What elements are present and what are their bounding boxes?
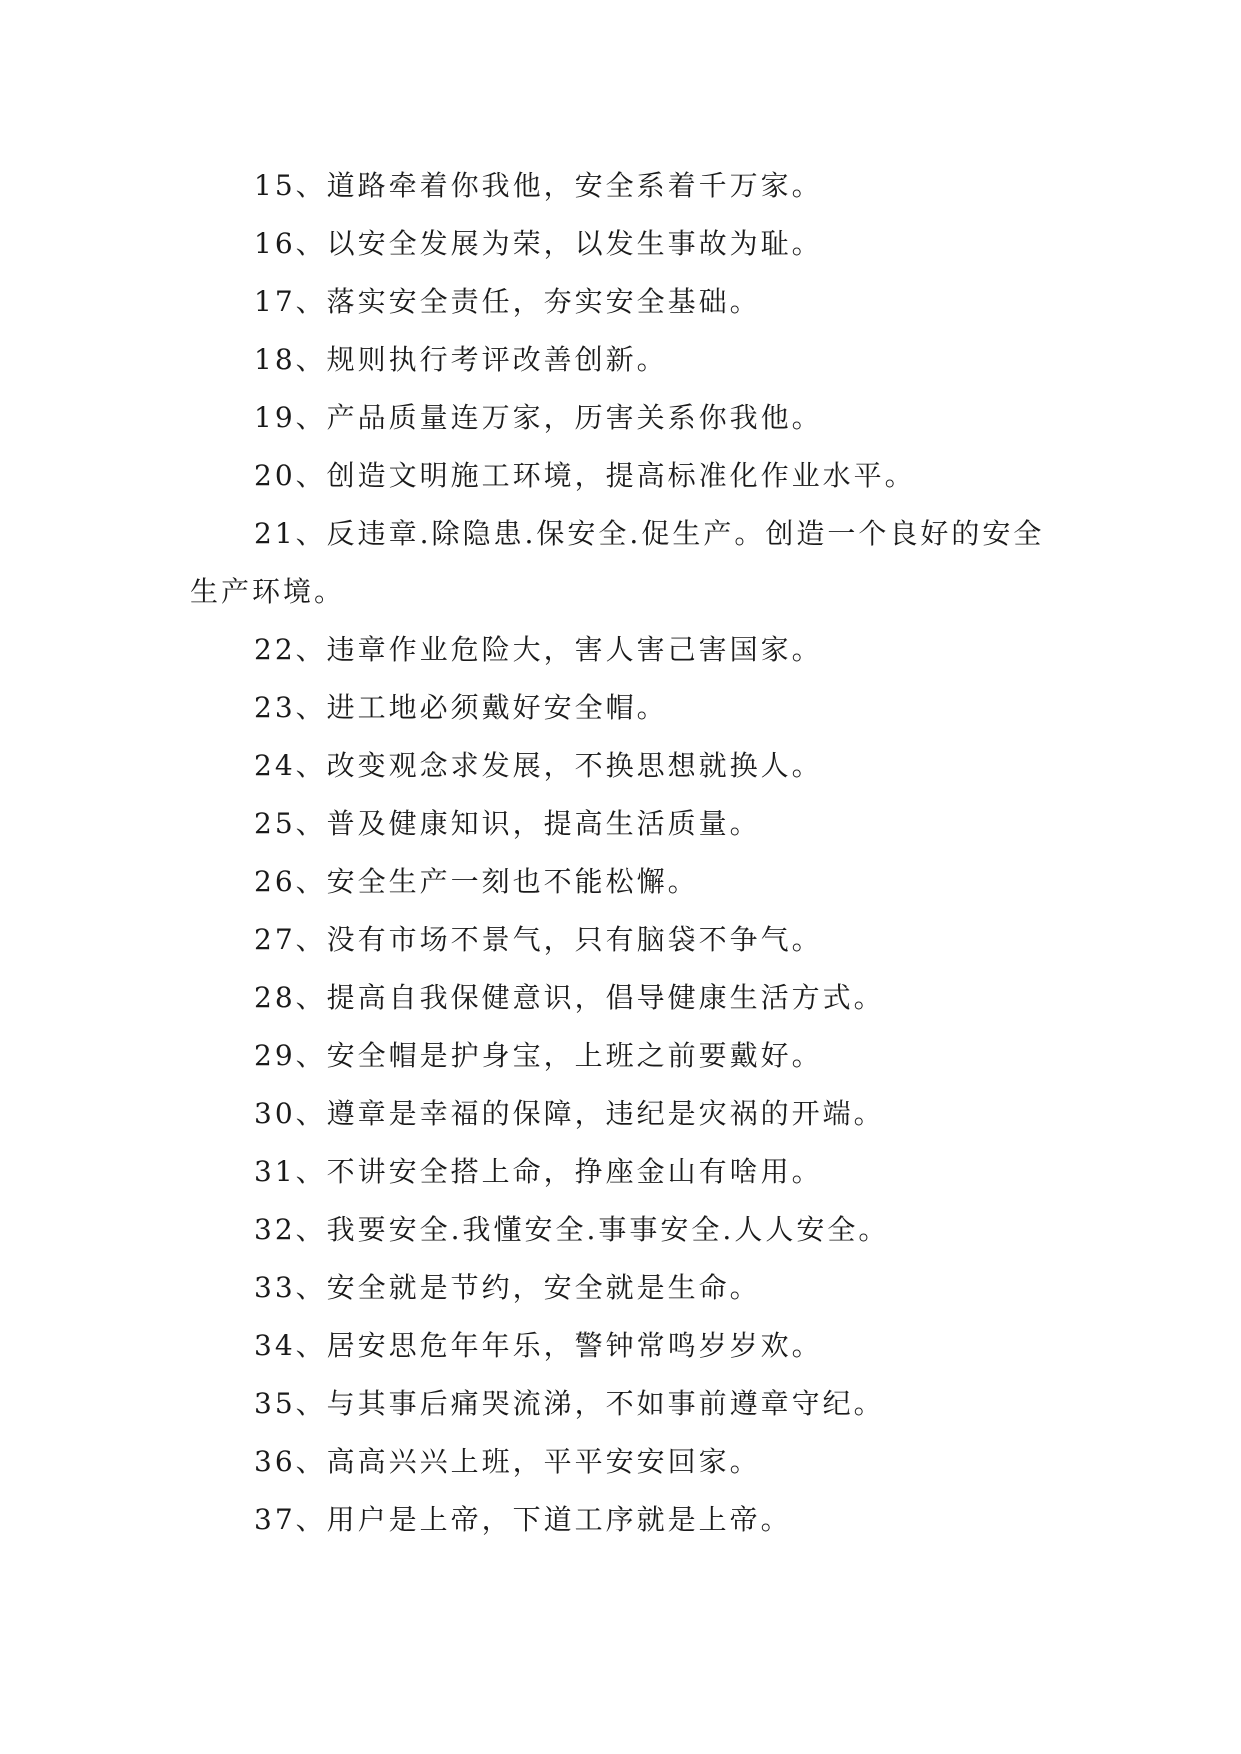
slogan-item: 33、安全就是节约，安全就是生命。 <box>254 1271 761 1304</box>
slogan-item: 34、居安思危年年乐，警钟常鸣岁岁欢。 <box>254 1329 823 1362</box>
slogan-item: 22、违章作业危险大，害人害己害国家。 <box>254 633 823 666</box>
slogan-item: 17、落实安全责任，夯实安全基础。 <box>254 285 761 318</box>
slogan-item: 26、安全生产一刻也不能松懈。 <box>254 865 699 898</box>
slogan-item: 28、提高自我保健意识，倡导健康生活方式。 <box>254 981 885 1014</box>
slogan-list <box>190 157 1060 1549</box>
slogan-item: 37、用户是上帝，下道工序就是上帝。 <box>254 1503 792 1536</box>
slogan-item: 31、不讲安全搭上命，挣座金山有啥用。 <box>254 1155 823 1188</box>
slogan-item: 35、与其事后痛哭流涕，不如事前遵章守纪。 <box>254 1387 885 1420</box>
slogan-item: 23、进工地必须戴好安全帽。 <box>254 691 668 724</box>
slogan-item: 30、遵章是幸福的保障，违纪是灾祸的开端。 <box>254 1097 885 1130</box>
slogan-item: 29、安全帽是护身宝，上班之前要戴好。 <box>254 1039 823 1072</box>
slogan-item: 24、改变观念求发展，不换思想就换人。 <box>254 749 823 782</box>
slogan-item: 27、没有市场不景气，只有脑袋不争气。 <box>254 923 823 956</box>
slogan-item: 16、以安全发展为荣，以发生事故为耻。 <box>254 227 823 260</box>
slogan-item: 20、创造文明施工环境，提高标准化作业水平。 <box>254 459 916 492</box>
slogan-item: 18、规则执行考评改善创新。 <box>254 343 668 376</box>
slogan-item: 25、普及健康知识，提高生活质量。 <box>254 807 761 840</box>
slogan-item: 21、反违章.除隐患.保安全.促生产。创造一个良好的安全生产环境。 <box>190 517 1045 608</box>
slogan-item: 36、高高兴兴上班，平平安安回家。 <box>254 1445 761 1478</box>
slogan-item: 15、道路牵着你我他，安全系着千万家。 <box>254 169 823 202</box>
slogan-item: 19、产品质量连万家，历害关系你我他。 <box>254 401 823 434</box>
slogan-item: 32、我要安全.我懂安全.事事安全.人人安全。 <box>254 1213 890 1246</box>
